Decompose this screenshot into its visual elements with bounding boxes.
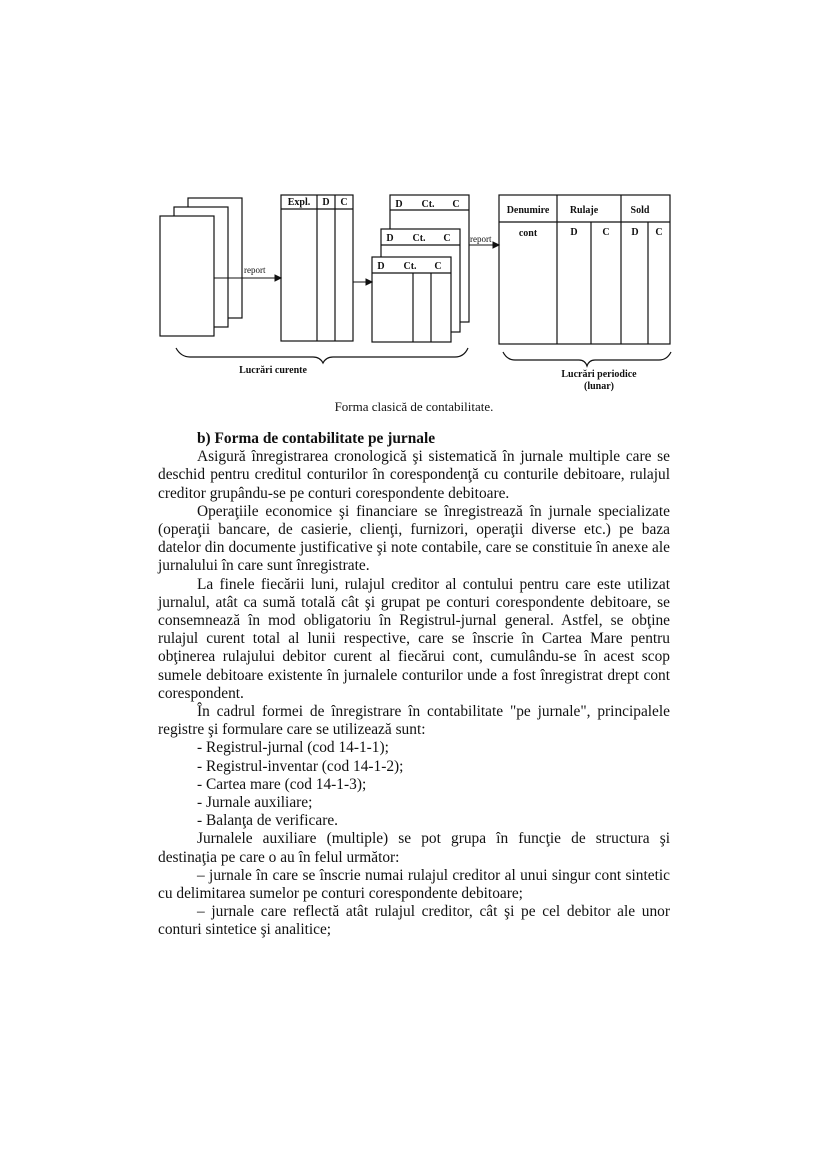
ledger-header-sold-c: C: [655, 227, 663, 238]
ledger-header-sold: Sold: [630, 205, 650, 216]
diagram-svg: [0, 0, 828, 420]
list-item: - Jurnale auxiliare;: [197, 794, 313, 812]
paragraph-4: În cadrul formei de înregistrare în contabilitate "pe jurnale", principalele registre şi formulare care se utilizează sunt:: [158, 703, 670, 739]
list-item: - Cartea mare (cod 14-1-3);: [197, 775, 367, 793]
registers-list: [158, 739, 670, 830]
ledger-header-rulaje-c: C: [602, 227, 610, 238]
list-item: - Balanţa de verificare.: [197, 812, 338, 830]
back-sheet-header-ct: Ct.: [421, 199, 435, 210]
list-item: - Registrul-jurnal (cod 14-1-1);: [197, 739, 389, 757]
paragraph-5: Jurnalele auxiliare (multiple) se pot grupa în funcţie de structura şi destinaţia pe care o au în felul următor:: [158, 830, 670, 866]
report-label-2: report: [470, 234, 492, 244]
front-sheet-header-ct: Ct.: [403, 261, 417, 272]
brace-current-works: [176, 348, 468, 363]
brace-right-label-line2: (lunar): [584, 381, 614, 392]
report-label-1: report: [244, 265, 266, 275]
brace-periodic-works: [503, 352, 671, 366]
ledger-header-rulaje: Rulaje: [569, 205, 599, 216]
paragraph-3: La finele fiecării luni, rulajul creditor al contului pentru care este utilizat jurnalul, atât ca sumă totală cât şi grupat pe conturi corespondente debitoare, se consemnează în mod obligatoriu în Registrul-jurnal general. Astfel, se obţine rulajul curent total al lunii respective, care se înscrie în Cartea Mare pentru obţinerea rulajului debitor curent al fiecărui cont, cumulându-se în acest scop sumele debitoare existente în jurnalele conturilor unde a fost înregistrat drept cont corespondent.: [158, 575, 670, 702]
journal-header-d: D: [322, 197, 330, 208]
accounting-form-diagram: [0, 0, 828, 420]
middle-sheet-header-d: D: [386, 233, 394, 244]
front-sheet-header-c: C: [434, 261, 442, 272]
paragraph-6: – jurnale în care se înscrie numai rulajul creditor al unui singur cont sintetic cu delimitarea sumelor pe conturi corespondente debitoare;: [158, 866, 670, 903]
paragraph-7: – jurnale care reflectă atât rulajul creditor, cât şi pe cel debitor ale unor conturi sintetice şi analitice;: [158, 903, 670, 939]
document-body: [158, 430, 670, 940]
journal-header-c: C: [340, 197, 348, 208]
figure-caption: Forma clasică de contabilitate.: [334, 399, 494, 414]
ledger-header-denumire: Denumire: [506, 205, 550, 216]
paragraph-2: Operaţiile economice şi financiare se înregistrează în jurnale specializate (operaţii bancare, de casierie, clienţi, furnizori, operaţii diverse etc.) pe baza datelor din documente justificative şi note contabile, care se constituie în anexe ale jurnalului în care sunt înregistrate.: [158, 502, 670, 575]
brace-right-label-line1: Lucrări periodice: [561, 369, 637, 380]
list-item: - Registrul-inventar (cod 14-1-2);: [197, 757, 404, 775]
brace-left-label: Lucrări curente: [239, 365, 307, 376]
middle-sheet-header-ct: Ct.: [412, 233, 426, 244]
paragraph-1: Asigură înregistrarea cronologică şi sistematică în jurnale multiple care se deschid pentru creditul conturilor în corespondenţă cu conturile debitoare, rulajul creditor grupându-se pe conturi corespondente debitoare.: [158, 448, 670, 502]
document-sheet-front: [160, 216, 214, 336]
middle-sheet-header-c: C: [443, 233, 451, 244]
back-sheet-header-d: D: [395, 199, 403, 210]
journal-header-expl: Expl.: [287, 197, 311, 208]
front-sheet-header-d: D: [377, 261, 385, 272]
section-title: b) Forma de contabilitate pe jurnale: [197, 430, 436, 447]
ledger-header-rulaje-d: D: [570, 227, 578, 238]
trial-balance-table: [499, 195, 670, 344]
ledger-header-cont: cont: [518, 228, 538, 239]
back-sheet-header-c: C: [452, 199, 460, 210]
ledger-header-sold-d: D: [631, 227, 639, 238]
